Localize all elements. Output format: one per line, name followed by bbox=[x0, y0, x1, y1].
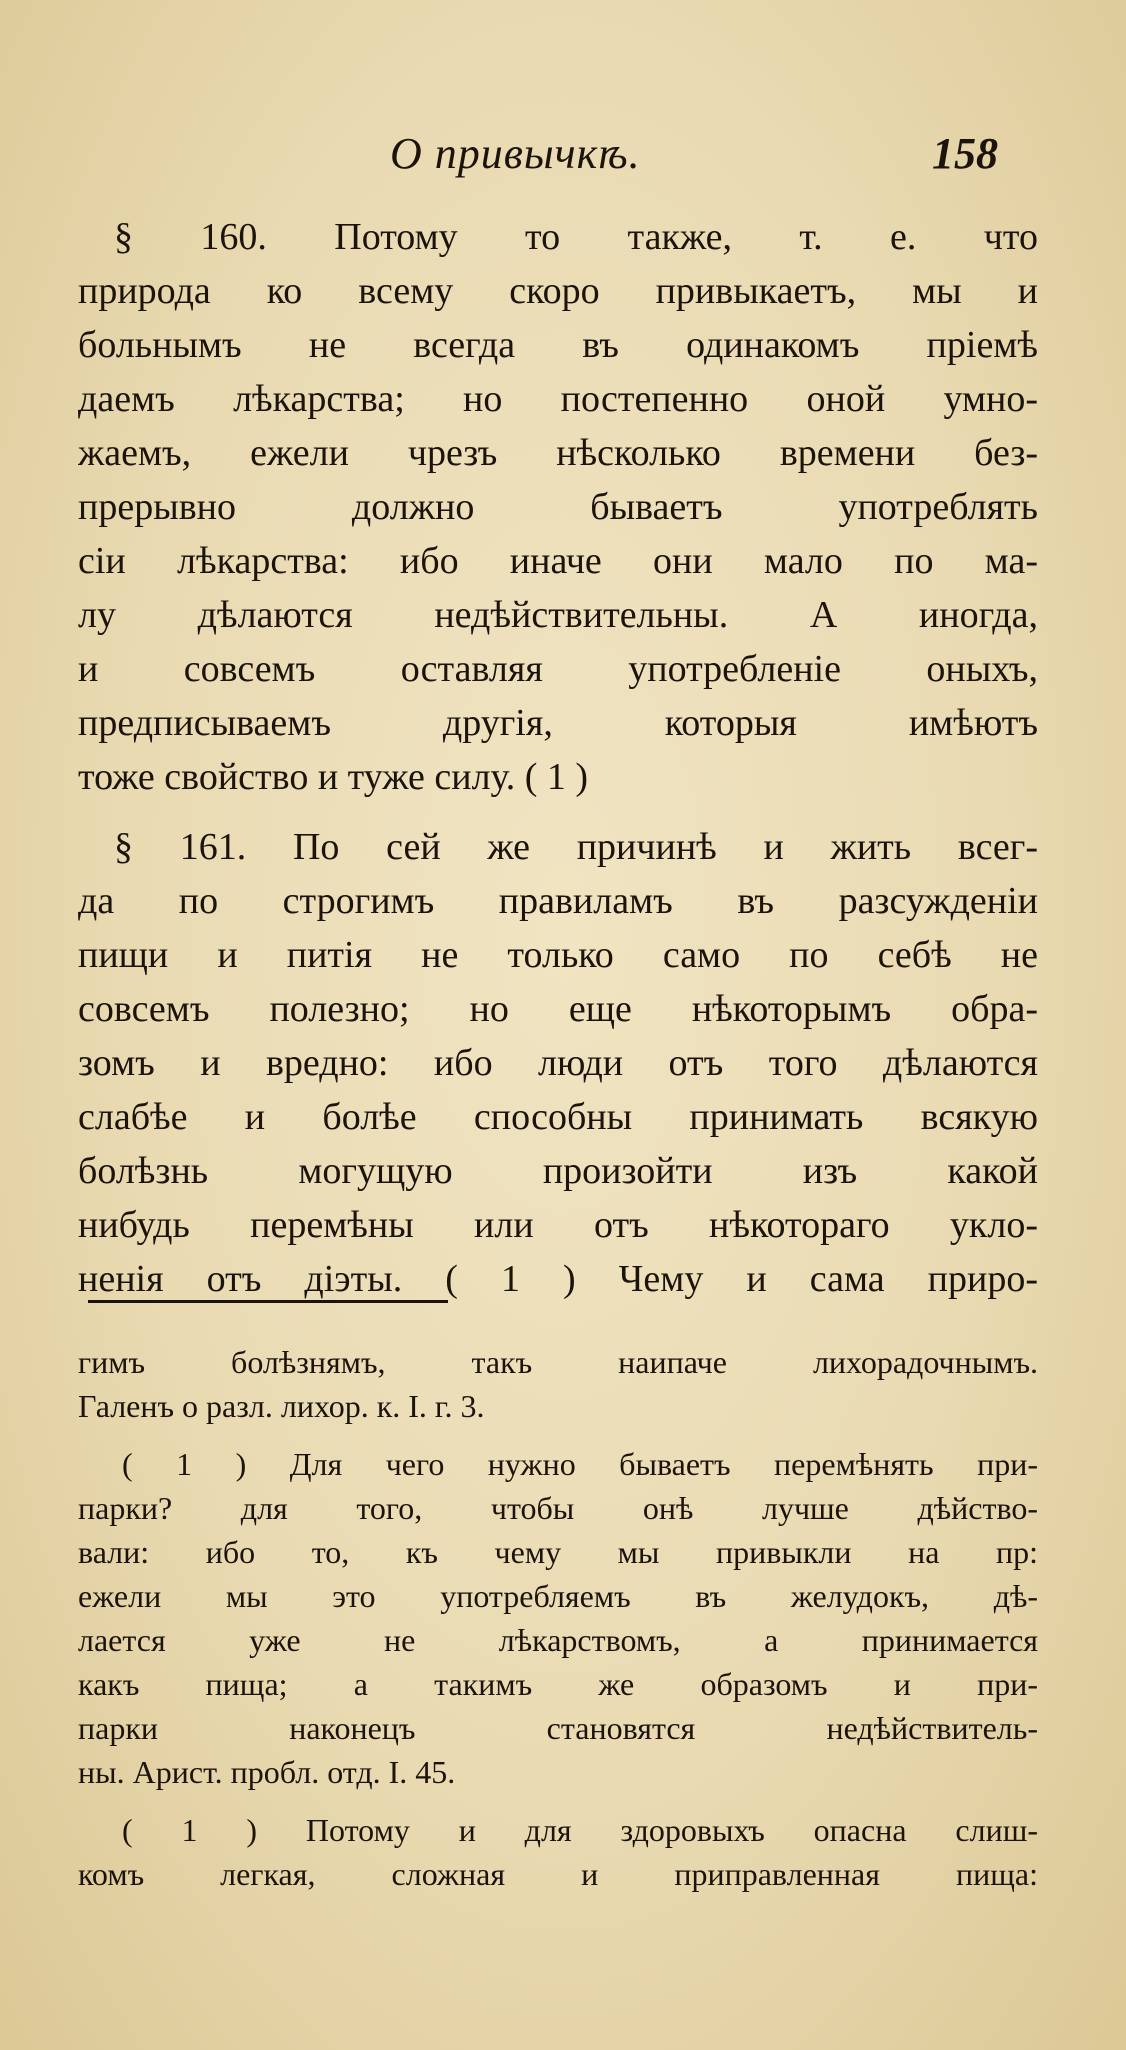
page-number: 158 bbox=[932, 129, 998, 178]
text-line: сіи лѣкарства: ибо иначе они мало по ма- bbox=[78, 540, 1038, 582]
page-header bbox=[0, 128, 1126, 188]
footnote-line: Галенъ о разл. лихор. к. I. г. 3. bbox=[78, 1388, 485, 1424]
text-line: да по строгимъ правиламъ въ разсужденіи bbox=[78, 880, 1038, 922]
footnote-line: ( 1 ) Потому и для здоровыхъ опасна слиш- bbox=[122, 1812, 1038, 1848]
text-line: лу дѣлаются недѣйствительны. А иногда, bbox=[78, 594, 1038, 636]
paragraph-160 bbox=[78, 210, 1038, 804]
footnote-line: парки? для того, чтобы онѣ лучше дѣйство- bbox=[78, 1490, 1038, 1526]
footnote-line: вали: ибо то, къ чему мы привыкли на пр: bbox=[78, 1534, 1038, 1570]
text-line: ненія отъ діэты. ( 1 ) Чему и сама приро- bbox=[78, 1258, 1038, 1300]
text-line: природа ко всему скоро привыкаетъ, мы и bbox=[78, 270, 1038, 312]
footnote-2 bbox=[78, 1808, 1038, 1896]
footnote-divider bbox=[88, 1300, 448, 1303]
text-line: и совсемъ оставляя употребленіе оныхъ, bbox=[78, 648, 1038, 690]
main-text bbox=[78, 210, 1038, 1322]
text-line: зомъ и вредно: ибо люди отъ того дѣлаются bbox=[78, 1042, 1038, 1084]
footnote-line: комъ легкая, сложная и приправленная пища: bbox=[78, 1856, 1038, 1892]
text-line: даемъ лѣкарства; но постепенно оной умно- bbox=[78, 378, 1038, 420]
footnote-line: гимъ болѣзнямъ, такъ наипаче лихорадочнымъ. bbox=[78, 1344, 1038, 1380]
text-line: § 160. Потому то также, т. е. что bbox=[114, 216, 1038, 258]
footnote-1 bbox=[78, 1442, 1038, 1794]
footnote-line: лается уже не лѣкарствомъ, а принимается bbox=[78, 1622, 1038, 1658]
paragraph-161 bbox=[78, 820, 1038, 1306]
text-line: тоже свойство и туже силу. ( 1 ) bbox=[78, 756, 589, 798]
footnote-line: какъ пища; а такимъ же образомъ и при- bbox=[78, 1666, 1038, 1702]
text-line: прерывно должно бываетъ употреблять bbox=[78, 486, 1038, 528]
text-line: нибудь перемѣны или отъ нѣкотораго укло- bbox=[78, 1204, 1038, 1246]
footnotes bbox=[78, 1340, 1038, 1910]
footnote-line: ( 1 ) Для чего нужно бываетъ перемѣнять при- bbox=[122, 1446, 1038, 1482]
footnote-line: ежели мы это употребляемъ въ желудокъ, дѣ- bbox=[78, 1578, 1038, 1614]
text-line: болѣзнь могущую произойти изъ какой bbox=[78, 1150, 1038, 1192]
footnote-line: ны. Арист. пробл. отд. I. 45. bbox=[78, 1754, 456, 1790]
text-line: слабѣе и болѣе способны принимать всякую bbox=[78, 1096, 1038, 1138]
text-line: пищи и питія не только само по себѣ не bbox=[78, 934, 1038, 976]
text-line: § 161. По сей же причинѣ и жить всег- bbox=[114, 826, 1038, 868]
text-line: совсемъ полезно; но еще нѣкоторымъ обра- bbox=[78, 988, 1038, 1030]
text-line: предписываемъ другія, которыя имѣютъ bbox=[78, 702, 1038, 744]
running-title: О привычкѣ. bbox=[390, 129, 641, 178]
footnote-continuation bbox=[78, 1340, 1038, 1428]
text-line: жаемъ, ежели чрезъ нѣсколько времени без- bbox=[78, 432, 1038, 474]
footnote-line: парки наконецъ становятся недѣйствитель- bbox=[78, 1710, 1038, 1746]
text-line: больнымъ не всегда въ одинакомъ пріемѣ bbox=[78, 324, 1038, 366]
